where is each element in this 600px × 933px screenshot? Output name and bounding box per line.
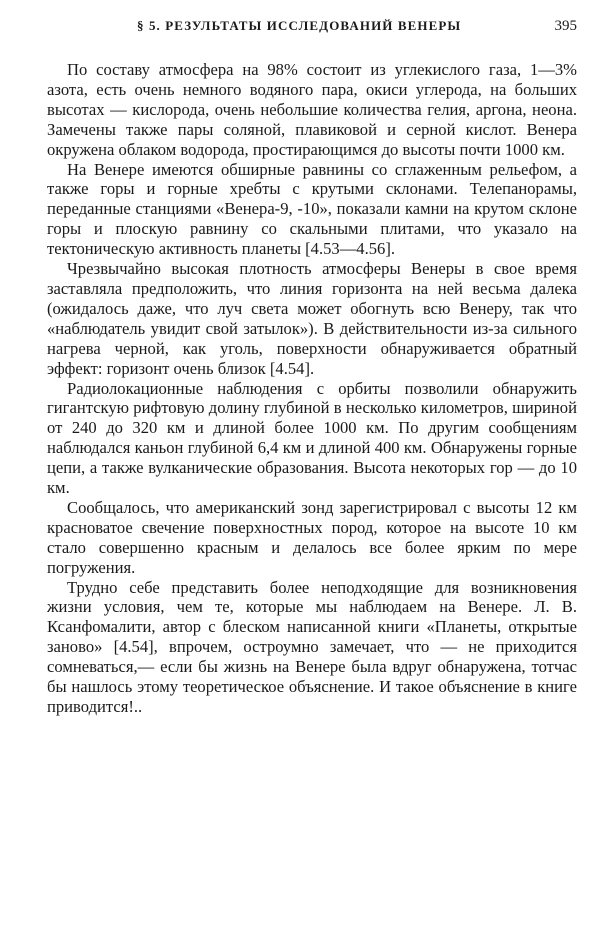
running-head (47, 17, 577, 39)
page-number: 395 (554, 18, 577, 34)
paragraph-horizon: Чрезвычайно высокая плотность атмосферы Венеры в свое время заставляла предположить, что линия горизонта на ней весьма далека (ожидалось даже, что луч света может обогнуть всю Венеру, так что «наблюдатель увидит свой затылок»). В действительности из-за сильного нагрева черной, как уголь, поверхности обнаруживается обратный эффект: горизонт очень близок [4.54]. (47, 259, 577, 378)
paragraph-surface-glow: Сообщалось, что американский зонд зарегистрировал с высоты 12 км красноватое свечение поверхностных пород, которое на высоте 10 км стало совершенно красным и делалось все более ярким по мере погружения. (47, 497, 577, 577)
paragraph-atmosphere-composition: По составу атмосфера на 98% состоит из углекислого газа, 1—3% азота, есть очень немного водяного пара, окиси углерода, на больших высотах — кислорода, очень небольшие количества гелия, аргона, неона. Замечены также пары соляной, плавиковой и серной кислот. Венера окружена облаком водорода, простирающимся до высоты почти 1000 км. (47, 60, 577, 159)
paragraph-radar-observations: Радиолокационные наблюдения с орбиты позволили обнаружить гигантскую рифтовую долину глубиной в несколько километров, шириной от 240 до 320 км и длиной более 1000 км. По другим сообщениям наблюдался каньон глубиной 6,4 км и длиной 400 км. Обнаружены горные цепи, а также вулканические образования. Высота некоторых гор — до 10 км. (47, 378, 577, 498)
paragraph-relief: На Венере имеются обширные равнины со сглаженным рельефом, а также горы и горные хребты с крутыми склонами. Телепанорамы, переданные станциями «Венера-9, -10», показали камни на крутом склоне горы и плоскую равнину со скальными плитами, что указало на тектоническую активность планеты [4.53—4.56]. (47, 159, 577, 259)
body-text (47, 60, 577, 717)
section-title: § 5. РЕЗУЛЬТАТЫ ИССЛЕДОВАНИЙ ВЕНЕРЫ (137, 18, 462, 33)
paragraph-life-conditions: Трудно себе представить более неподходящие для возникновения жизни условия, чем те, которые мы наблюдаем на Венере. Л. В. Ксанфомалити, автор с блеском написанной книги «Планеты, открытые заново» [4.54], впрочем, остроумно замечает, что — не приходится сомневаться,— если бы жизнь на Венере была вдруг обнаружена, тотчас бы нашлось этому теоретическое объяснение. И такое объяснение в книге приводится!.. (47, 577, 577, 716)
